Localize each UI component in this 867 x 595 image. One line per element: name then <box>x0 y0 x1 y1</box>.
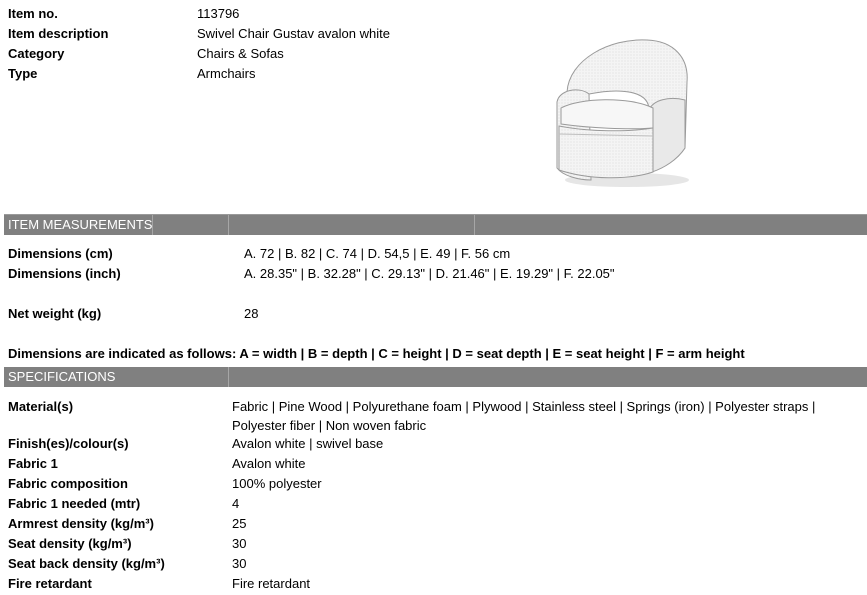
category-label: Category <box>8 46 65 61</box>
fabric1-value: Avalon white <box>232 456 306 471</box>
seat-density-label: Seat density (kg/m³) <box>8 536 132 551</box>
divider <box>228 215 229 235</box>
fabric1-label: Fabric 1 <box>8 456 58 471</box>
item-no-value: 113796 <box>197 6 240 21</box>
category-value: Chairs & Sofas <box>197 46 284 61</box>
fabric1-needed-label: Fabric 1 needed (mtr) <box>8 496 141 511</box>
dimensions-inch-label: Dimensions (inch) <box>8 266 121 281</box>
specifications-title: SPECIFICATIONS <box>8 369 116 384</box>
divider <box>152 215 153 235</box>
item-description-value: Swivel Chair Gustav avalon white <box>197 26 390 41</box>
divider <box>474 215 475 235</box>
dimensions-cm-value: A. 72 | B. 82 | C. 74 | D. 54,5 | E. 49 | F. 56 cm <box>244 246 511 261</box>
swivel-armchair-image <box>549 30 694 190</box>
item-measurements-header <box>4 215 867 235</box>
finish-label: Finish(es)/colour(s) <box>8 436 129 451</box>
net-weight-value: 28 <box>244 306 259 321</box>
seat-back-density-value: 30 <box>232 556 247 571</box>
fabric-composition-value: 100% polyester <box>232 476 322 491</box>
specifications-header <box>4 367 867 387</box>
seat-density-value: 30 <box>232 536 247 551</box>
type-label: Type <box>8 66 38 81</box>
armrest-density-label: Armrest density (kg/m³) <box>8 516 154 531</box>
item-no-label: Item no. <box>8 6 58 21</box>
materials-value-line2: Polyester fiber | Non woven fabric <box>232 418 427 433</box>
armrest-density-value: 25 <box>232 516 247 531</box>
item-description-label: Item description <box>8 26 109 41</box>
fabric-composition-label: Fabric composition <box>8 476 128 491</box>
materials-label: Material(s) <box>8 399 74 414</box>
item-measurements-title: ITEM MEASUREMENTS <box>8 217 153 232</box>
dimensions-cm-label: Dimensions (cm) <box>8 246 113 261</box>
fire-retardant-value: Fire retardant <box>232 576 311 591</box>
dimensions-note: Dimensions are indicated as follows: A = width | B = depth | C = height | D = seat depth | E = seat height | F = arm height <box>8 346 745 361</box>
type-value: Armchairs <box>197 66 256 81</box>
seat-back-density-label: Seat back density (kg/m³) <box>8 556 165 571</box>
divider <box>228 367 229 387</box>
finish-value: Avalon white | swivel base <box>232 436 384 451</box>
fabric1-needed-value: 4 <box>232 496 240 511</box>
fire-retardant-label: Fire retardant <box>8 576 92 591</box>
dimensions-inch-value: A. 28.35" | B. 32.28" | C. 29.13" | D. 21.46" | E. 19.29" | F. 22.05" <box>244 266 615 281</box>
materials-value-line1: Fabric | Pine Wood | Polyurethane foam | Plywood | Stainless steel | Springs (iron) | Polyester straps | <box>232 399 816 414</box>
net-weight-label: Net weight (kg) <box>8 306 102 321</box>
